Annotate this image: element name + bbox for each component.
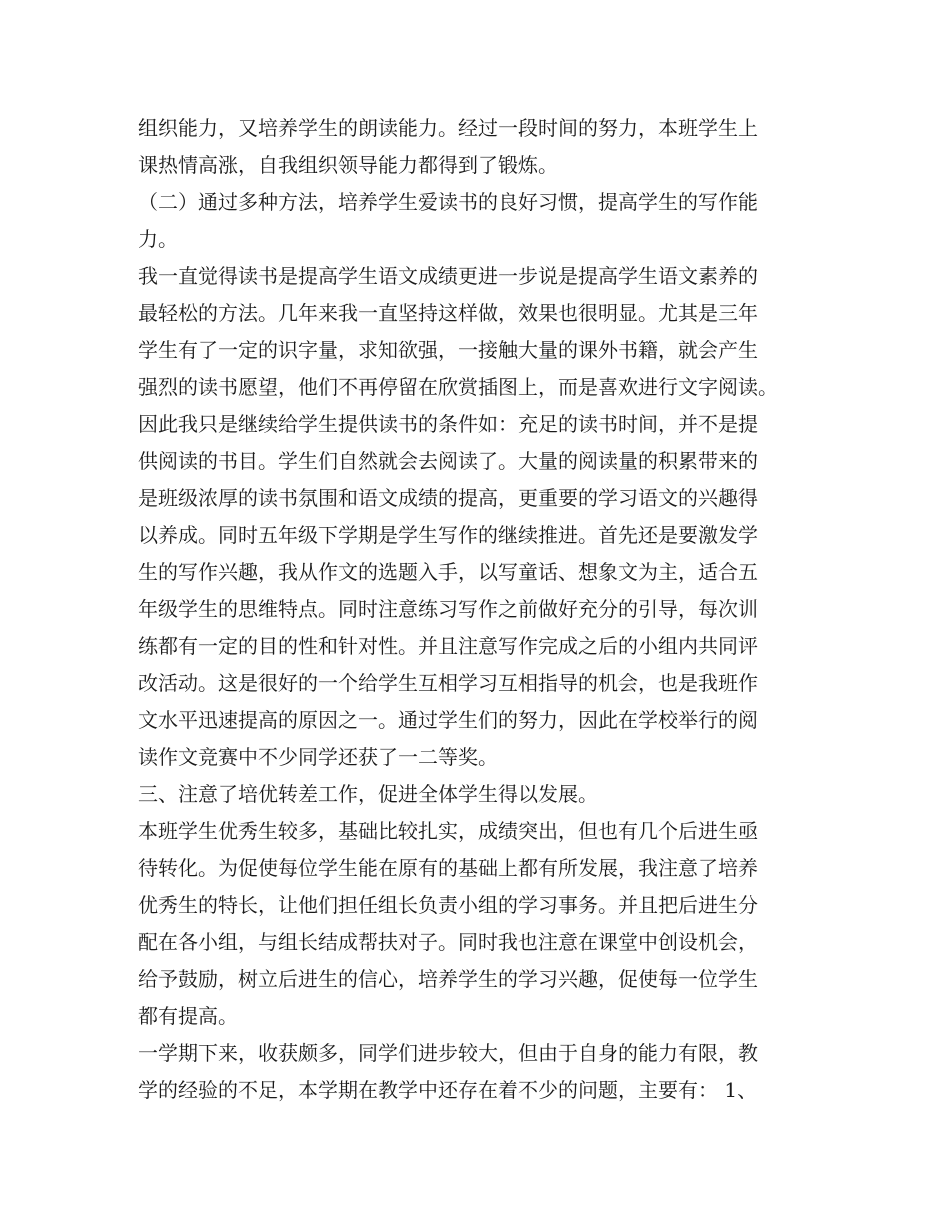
text-line: 是班级浓厚的读书氛围和语文成绩的提高，更重要的学习语文的兴趣得 [138,486,758,510]
text-line: 因此我只是继续给学生提供读书的条件如：充足的读书时间，并不是提 [138,412,758,436]
text-line: 强烈的读书愿望，他们不再停留在欣赏插图上，而是喜欢进行文字阅读。 [138,375,778,399]
text-line: 给予鼓励，树立后进生的信心，培养学生的学习兴趣，促使每一位学生 [138,967,758,991]
text-line: 都有提高。 [138,1004,238,1028]
text-line: 文水平迅速提高的原因之一。通过学生们的努力，因此在学校举行的阅 [138,708,758,732]
text-line: 生的写作兴趣，我从作文的选题入手，以写童话、想象文为主，适合五 [138,560,758,584]
text-line: 本班学生优秀生较多，基础比较扎实，成绩突出，但也有几个后进生亟 [138,819,758,843]
text-line: 供阅读的书目。学生们自然就会去阅读了。大量的阅读量的积累带来的 [138,449,758,473]
document-body [138,110,818,1109]
text-line: 优秀生的特长，让他们担任组长负责小组的学习事务。并且把后进生分 [138,893,758,917]
text-line: 改活动。这是很好的一个给学生互相学习互相指导的机会，也是我班作 [138,671,758,695]
text-line: 读作文竞赛中不少同学还获了一二等奖。 [138,745,498,769]
section-heading: （二）通过多种方法，培养学生爱读书的良好习惯，提高学生的写作能 [138,190,758,214]
text-line: 我一直觉得读书是提高学生语文成绩更进一步说是提高学生语文素养的 [138,264,758,288]
text-line: 以养成。同时五年级下学期是学生写作的继续推进。首先还是要激发学 [138,523,758,547]
text-line: 学的经验的不足，本学期在教学中还存在着不少的问题，主要有： 1、 [138,1078,758,1102]
text-line: 练都有一定的目的性和针对性。并且注意写作完成之后的小组内共同评 [138,634,758,658]
text-line: 配在各小组，与组长结成帮扶对子。同时我也注意在课堂中创设机会， [138,930,758,954]
text-line: 学生有了一定的识字量，求知欲强，一接触大量的课外书籍，就会产生 [138,338,758,362]
text-line: 一学期下来，收获颇多，同学们进步较大，但由于自身的能力有限，教 [138,1041,758,1065]
text-line: 待转化。为促使每位学生能在原有的基础上都有所发展，我注意了培养 [138,856,758,880]
section-heading: 三、注意了培优转差工作，促进全体学生得以发展。 [138,782,598,806]
text-line: 年级学生的思维特点。同时注意练习写作之前做好充分的引导，每次训 [138,597,758,621]
text-line: 最轻松的方法。几年来我一直坚持这样做，效果也很明显。尤其是三年 [138,301,758,325]
section-heading: 力。 [138,227,178,251]
text-line: 组织能力，又培养学生的朗读能力。经过一段时间的努力，本班学生上 [138,116,758,140]
text-line: 课热情高涨，自我组织领导能力都得到了锻炼。 [138,153,558,177]
